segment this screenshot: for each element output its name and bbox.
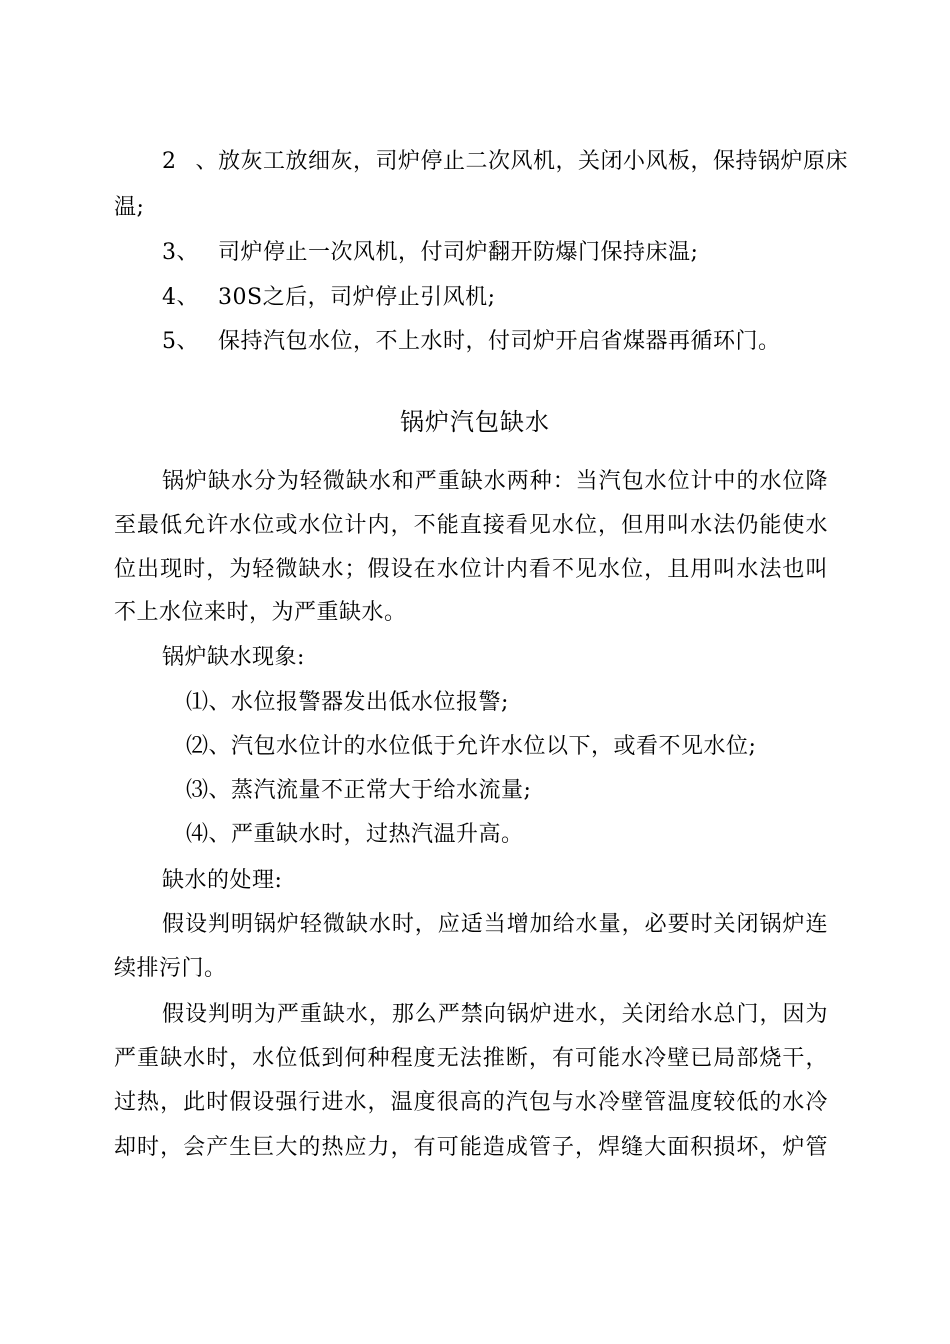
step-number: 5、: [162, 329, 199, 354]
step-text: 司炉停止一次风机，付司炉翻开防爆门保持床温;: [218, 240, 699, 265]
step-text: 保持汽包水位，不上水时，付司炉开启省煤器再循环门。: [218, 329, 781, 354]
paragraph-line: 至最低允许水位或水位计内，不能直接看见水位，但用叫水法仍能使水: [114, 513, 828, 538]
paragraph-line: 假设判明锅炉轻微缺水时，应适当增加给水量，必要时关闭锅炉连: [162, 912, 828, 937]
paragraph-line: 锅炉缺水分为轻微缺水和严重缺水两种：当汽包水位计中的水位降: [162, 469, 828, 494]
symptoms-label: 锅炉缺水现象:: [162, 645, 305, 670]
paragraph-line: 位出现时，为轻微缺水；假设在水位计内看不见水位，且用叫水法也叫: [114, 557, 828, 582]
paragraph-line: 过热，此时假设强行进水，温度很高的汽包与水冷壁管温度较低的水冷: [114, 1090, 828, 1115]
step-number: 3、: [162, 240, 199, 265]
step-item: [162, 283, 495, 313]
symptom-item: ⑷、严重缺水时，过热汽温升高。: [186, 822, 524, 847]
symptom-item: ⑶、蒸汽流量不正常大于给水流量;: [186, 778, 532, 803]
step-number: 4、: [162, 285, 199, 310]
step-number: 2、: [162, 149, 218, 174]
step-item: [162, 238, 698, 268]
step-continuation: 温;: [114, 195, 145, 220]
paragraph-line: 却时，会产生巨大的热应力，有可能造成管子，焊缝大面积损坏，炉管: [114, 1135, 828, 1160]
step-text: 放灰工放细灰，司炉停止二次风机，关闭小风板，保持锅炉原床: [218, 149, 849, 174]
paragraph-line: 续排污门。: [114, 956, 227, 981]
step-item: [162, 327, 781, 357]
paragraph-line: 不上水位来时，为严重缺水。: [114, 600, 407, 625]
step-item: [162, 147, 849, 177]
symptom-item: ⑵、汽包水位计的水位低于允许水位以下，或看不见水位;: [186, 734, 757, 759]
symptom-item: ⑴、水位报警器发出低水位报警;: [186, 690, 509, 715]
paragraph-line: 假设判明为严重缺水，那么严禁向锅炉进水，关闭给水总门，因为: [162, 1002, 828, 1027]
step-text: 30S之后，司炉停止引风机;: [218, 285, 496, 310]
paragraph-line: 严重缺水时，水位低到何种程度无法推断，有可能水冷壁已局部烧干，: [114, 1046, 828, 1071]
section-title: 锅炉汽包缺水: [400, 408, 550, 436]
handling-label: 缺水的处理:: [162, 868, 283, 893]
